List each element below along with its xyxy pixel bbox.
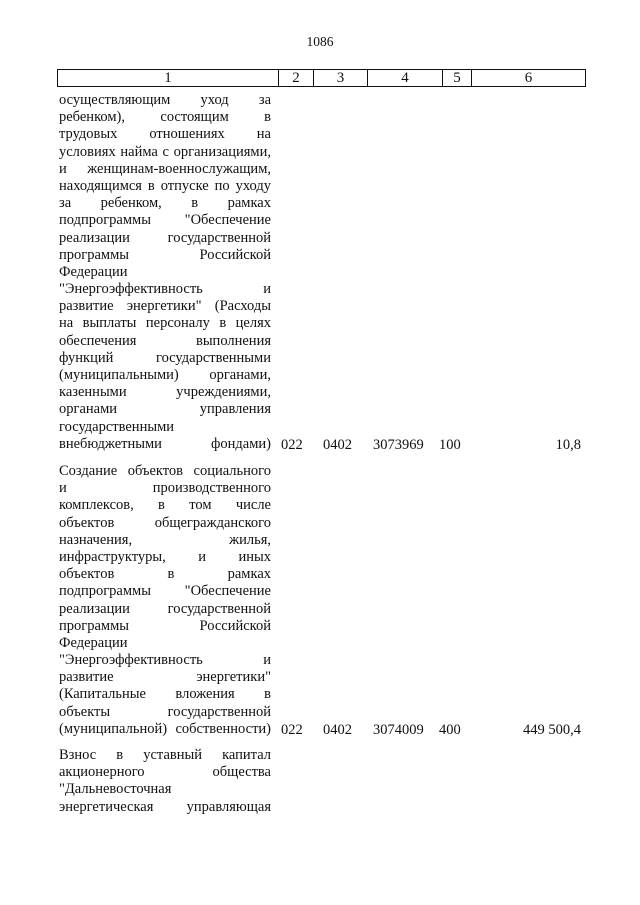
description-line: акционерного общества [59,764,271,781]
table-header-row [57,69,586,87]
description-line: "Дальневосточная [59,781,172,798]
target-code: 3074009 [373,721,424,738]
description-line: объекты государственной [59,703,271,720]
row-description [59,92,271,453]
description-line: инфраструктуры, и иных [59,548,271,565]
description-line: "Энергоэффективность и [59,652,271,669]
amount-value: 449 500,4 [523,721,581,738]
description-line: развитие энергетики" [59,669,271,686]
row-description [59,463,271,738]
description-line: осуществляющим уход за [59,92,271,108]
table-row [0,747,640,817]
description-line: (муниципальной) собственности) [59,720,271,737]
header-col-6: 6 [524,70,533,86]
row-description [59,747,271,816]
description-line: ребенком), состоящим в [59,109,271,126]
description-line: реализации государственной [59,600,271,617]
description-line: Взнос в уставный капитал [59,747,271,763]
header-col-3: 3 [314,70,368,86]
page-number: 1086 [306,34,334,49]
header-col-2: 2 [279,70,314,86]
description-line: Федерации [59,634,128,651]
expense-type-code: 100 [439,436,461,453]
description-line: "Энергоэффективность и [59,281,271,298]
header-col-4: 4 [368,70,443,86]
header-col-5: 5 [443,70,472,86]
description-line: за ребенком, в рамках [59,195,271,212]
description-line: обеспечения выполнения [59,332,271,349]
description-line: программы Российской [59,617,271,634]
description-line: находящимся в отпуске по уходу [59,177,271,194]
expense-type-code: 400 [439,721,461,738]
description-line: (муниципальными) органами, [59,367,271,383]
ministry-code: 022 [281,436,303,453]
table-row [0,463,640,739]
ministry-code: 022 [281,721,303,738]
section-code: 0402 [323,436,352,453]
table-row [0,92,640,454]
section-code: 0402 [323,721,352,738]
description-line: развитие энергетики" (Расходы [59,298,271,315]
target-code: 3073969 [373,436,424,453]
description-line: государственными [59,418,175,435]
description-line: условиях найма с организациями, [59,143,271,160]
description-line: на выплаты персоналу в целях [59,315,271,332]
description-line: подпрограммы "Обеспечение [59,583,271,600]
description-line: функций государственными [59,349,271,366]
description-line: внебюджетными фондами) [59,435,271,452]
description-line: казенными учреждениями, [59,384,271,401]
description-line: назначения, жилья, [59,531,271,548]
description-line: объектов в рамках [59,566,271,583]
description-line: программы Российской [59,246,271,263]
description-line: Создание объектов социального [59,463,271,479]
description-line: подпрограммы "Обеспечение [59,212,271,229]
description-line: и женщинам-военнослужащим, [59,160,271,177]
description-line: и производственного [59,480,271,497]
description-line: Федерации [59,263,128,280]
description-line: реализации государственной [59,229,271,246]
description-line: трудовых отношениях на [59,126,271,143]
header-col-1: 1 [58,70,279,86]
description-line: объектов общегражданского [59,514,271,531]
description-line: (Капитальные вложения в [59,686,271,703]
description-line: комплексов, в том числе [59,497,271,514]
description-line: органами управления [59,401,271,418]
amount-value: 10,8 [555,436,581,453]
description-line: энергетическая управляющая [59,798,271,815]
